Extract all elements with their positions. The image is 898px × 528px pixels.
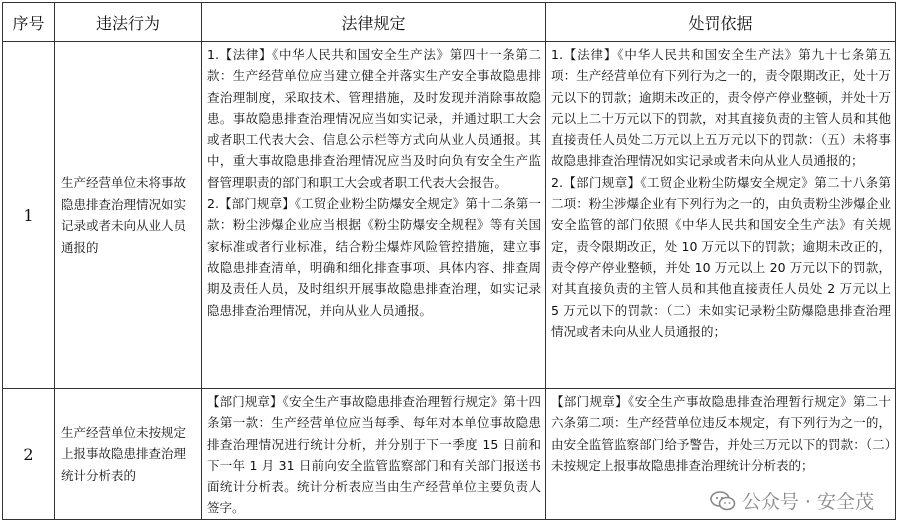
row-law	[202, 389, 546, 520]
row-penalty	[546, 42, 896, 389]
law-clause: 【部门规章】《安全生产事故隐患排查治理暂行规定》第十四条第一款：生产经营单位应当每季、每年对本单位事故隐患排查治理情况进行统计分析，并分别于下一季度 15 日前和下一年 1 月 31 日前向安全监管监察部门和有关部门报送书面统计分析表。统计分析表应当由生产经营单位主要负责人签字。	[207, 394, 541, 516]
regulation-table	[2, 2, 896, 520]
row-violation: 生产经营单位未按规定上报事故隐患排查治理统计分析表的	[55, 389, 202, 520]
watermark	[706, 487, 878, 514]
law-clause: 2.【部门规章】《工贸企业粉尘防爆安全规定》第十二条第一款：粉尘涉爆企业应当根据《粉尘防爆安全规程》等有关国家标准或者行业标准，结合粉尘爆炸风险管控措施，建立事故隐患排查清单，明确和细化排查事项、具体内容、排查周期及责任人员，及时组织开展事故隐患排查治理，如实记录隐患排查治理情况，并向从业人员通报。	[207, 196, 541, 318]
law-clause: 1.【法律】《中华人民共和国安全生产法》第四十一条第二款：生产经营单位应当建立健全并落实生产安全事故隐患排查治理制度，采取技术、管理措施，及时发现并消除事故隐患。事故隐患排查治理情况应当如实记录，并通过职工大会或者职工代表大会、信息公示栏等方式向从业人员通报。其中，重大事故隐患排查治理情况应当及时向负有安全生产监督管理职责的部门和职工大会或者职工代表大会报告。	[207, 47, 541, 190]
header-penalty: 处罚依据	[546, 3, 896, 42]
row-seq: 1	[3, 42, 55, 389]
penalty-clause: 1.【法律】《中华人民共和国安全生产法》第九十七条第五项：生产经营单位有下列行为之一的，责令限期改正，处十万元以下的罚款；逾期未改正的，责令停产停业整顿，并处十万元以上二十万元以下的罚款，对其直接负责的主管人员和其他直接责任人员处二万元以上五万元以下的罚款：（五）未将事故隐患排查治理情况如实记录或者未向从业人员通报的；	[551, 47, 891, 169]
penalty-clause: 2.【部门规章】《工贸企业粉尘防爆安全规定》第二十八条第二项：粉尘涉爆企业有下列行为之一的，由负责粉尘涉爆企业安全监管的部门依照《中华人民共和国安全生产法》有关规定，责令限期改正，处 10 万元以下的罚款；逾期未改正的，责令停产停业整顿，并处 10 万元以上 20 万元以下的罚款，对其直接负责的主管人员和其他直接责任人员处 2 万元以上 5 万元以下的罚款：（二）未如实记录粉尘防爆隐患排查治理情况或者未向从业人员通报的；	[551, 174, 895, 339]
penalty-clause: 【部门规章】《安全生产事故隐患排查治理暂行规定》第二十六条第二项：生产经营单位违反本规定，有下列行为之一的，由安全监管监察部门给予警告，并处三万元以下的罚款：（二）未按规定上报事故隐患排查治理统计分析表的；	[551, 394, 891, 473]
header-law: 法律规定	[202, 3, 546, 42]
table-row	[3, 42, 896, 389]
header-seq: 序号	[3, 3, 55, 42]
row-seq: 2	[3, 389, 55, 520]
row-violation: 生产经营单位未将事故隐患排查治理情况如实记录或者未向从业人员通报的	[55, 42, 202, 389]
header-row	[3, 3, 896, 42]
wechat-icon	[710, 491, 736, 511]
header-violation: 违法行为	[55, 3, 202, 42]
watermark-text: 公众号 · 安全茂	[741, 491, 874, 513]
row-law	[202, 42, 546, 389]
